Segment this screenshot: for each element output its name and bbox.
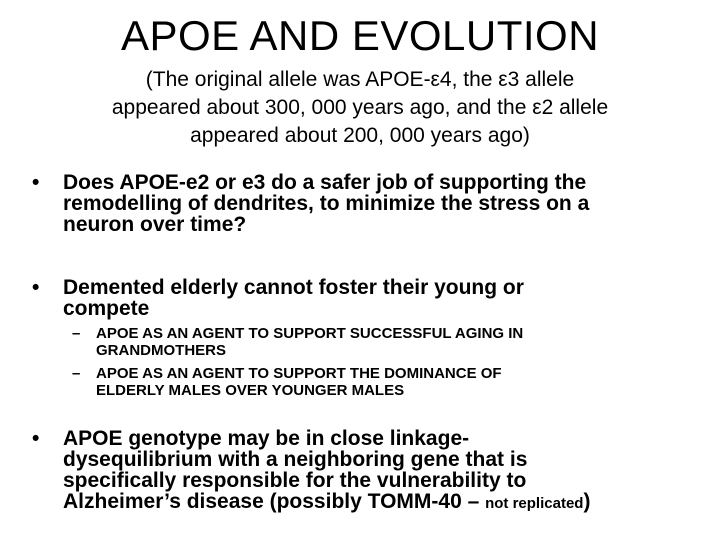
sub-bullet-text — [96, 325, 692, 359]
bullet-line: dysequilibrium with a neighboring gene that is — [63, 448, 528, 471]
sub-bullet-text — [96, 365, 692, 399]
sub-bullet-line: ELDERLY MALES OVER YOUNGER MALES — [96, 382, 405, 399]
bullet-dot-icon: • — [32, 427, 40, 450]
bullet-line — [63, 491, 702, 514]
bullet-line: Demented elderly cannot foster their young or — [63, 276, 524, 299]
subtitle-line: appeared about 300, 000 years ago, and the ε2 allele — [111, 96, 609, 119]
bullet-dot-icon: • — [32, 276, 40, 299]
bullet-line: specifically responsible for the vulnerability to — [63, 469, 527, 492]
bullet-item — [32, 277, 702, 319]
bullet-line: Does APOE-e2 or e3 do a safer job of supporting the — [63, 171, 587, 194]
bullet-item — [32, 172, 702, 235]
bullet-text — [63, 172, 702, 235]
dash-icon: – — [72, 325, 81, 342]
bullet-dot-icon: • — [32, 171, 40, 194]
not-replicated-note: not replicated — [485, 495, 584, 512]
bullet-line-text: Alzheimer’s disease (possibly TOMM-40 – — [63, 490, 486, 513]
sub-bullet-line: APOE AS AN AGENT TO SUPPORT SUCCESSFUL AGING IN — [96, 325, 524, 342]
bullet-line: neuron over time? — [63, 213, 247, 236]
bullet-text — [63, 277, 702, 319]
subtitle-line: (The original allele was APOE-ε4, the ε3 allele — [145, 68, 575, 91]
slide-title: APOE AND EVOLUTION — [120, 12, 600, 59]
sub-bullet-item — [72, 365, 692, 399]
bullet-item — [32, 428, 702, 514]
bullet-text — [63, 428, 702, 514]
subtitle-line: appeared about 200, 000 years ago) — [190, 124, 530, 147]
sub-bullet-item — [72, 325, 692, 359]
bullet-line: compete — [63, 297, 150, 320]
bullet-line: APOE genotype may be in close linkage- — [63, 427, 470, 450]
sub-bullet-line: APOE AS AN AGENT TO SUPPORT THE DOMINANCE OF — [96, 365, 502, 382]
closing-paren: ) — [583, 490, 591, 513]
sub-bullet-line: GRANDMOTHERS — [96, 342, 226, 359]
dash-icon: – — [72, 365, 81, 382]
bullet-line: remodelling of dendrites, to minimize the stress on a — [63, 192, 590, 215]
